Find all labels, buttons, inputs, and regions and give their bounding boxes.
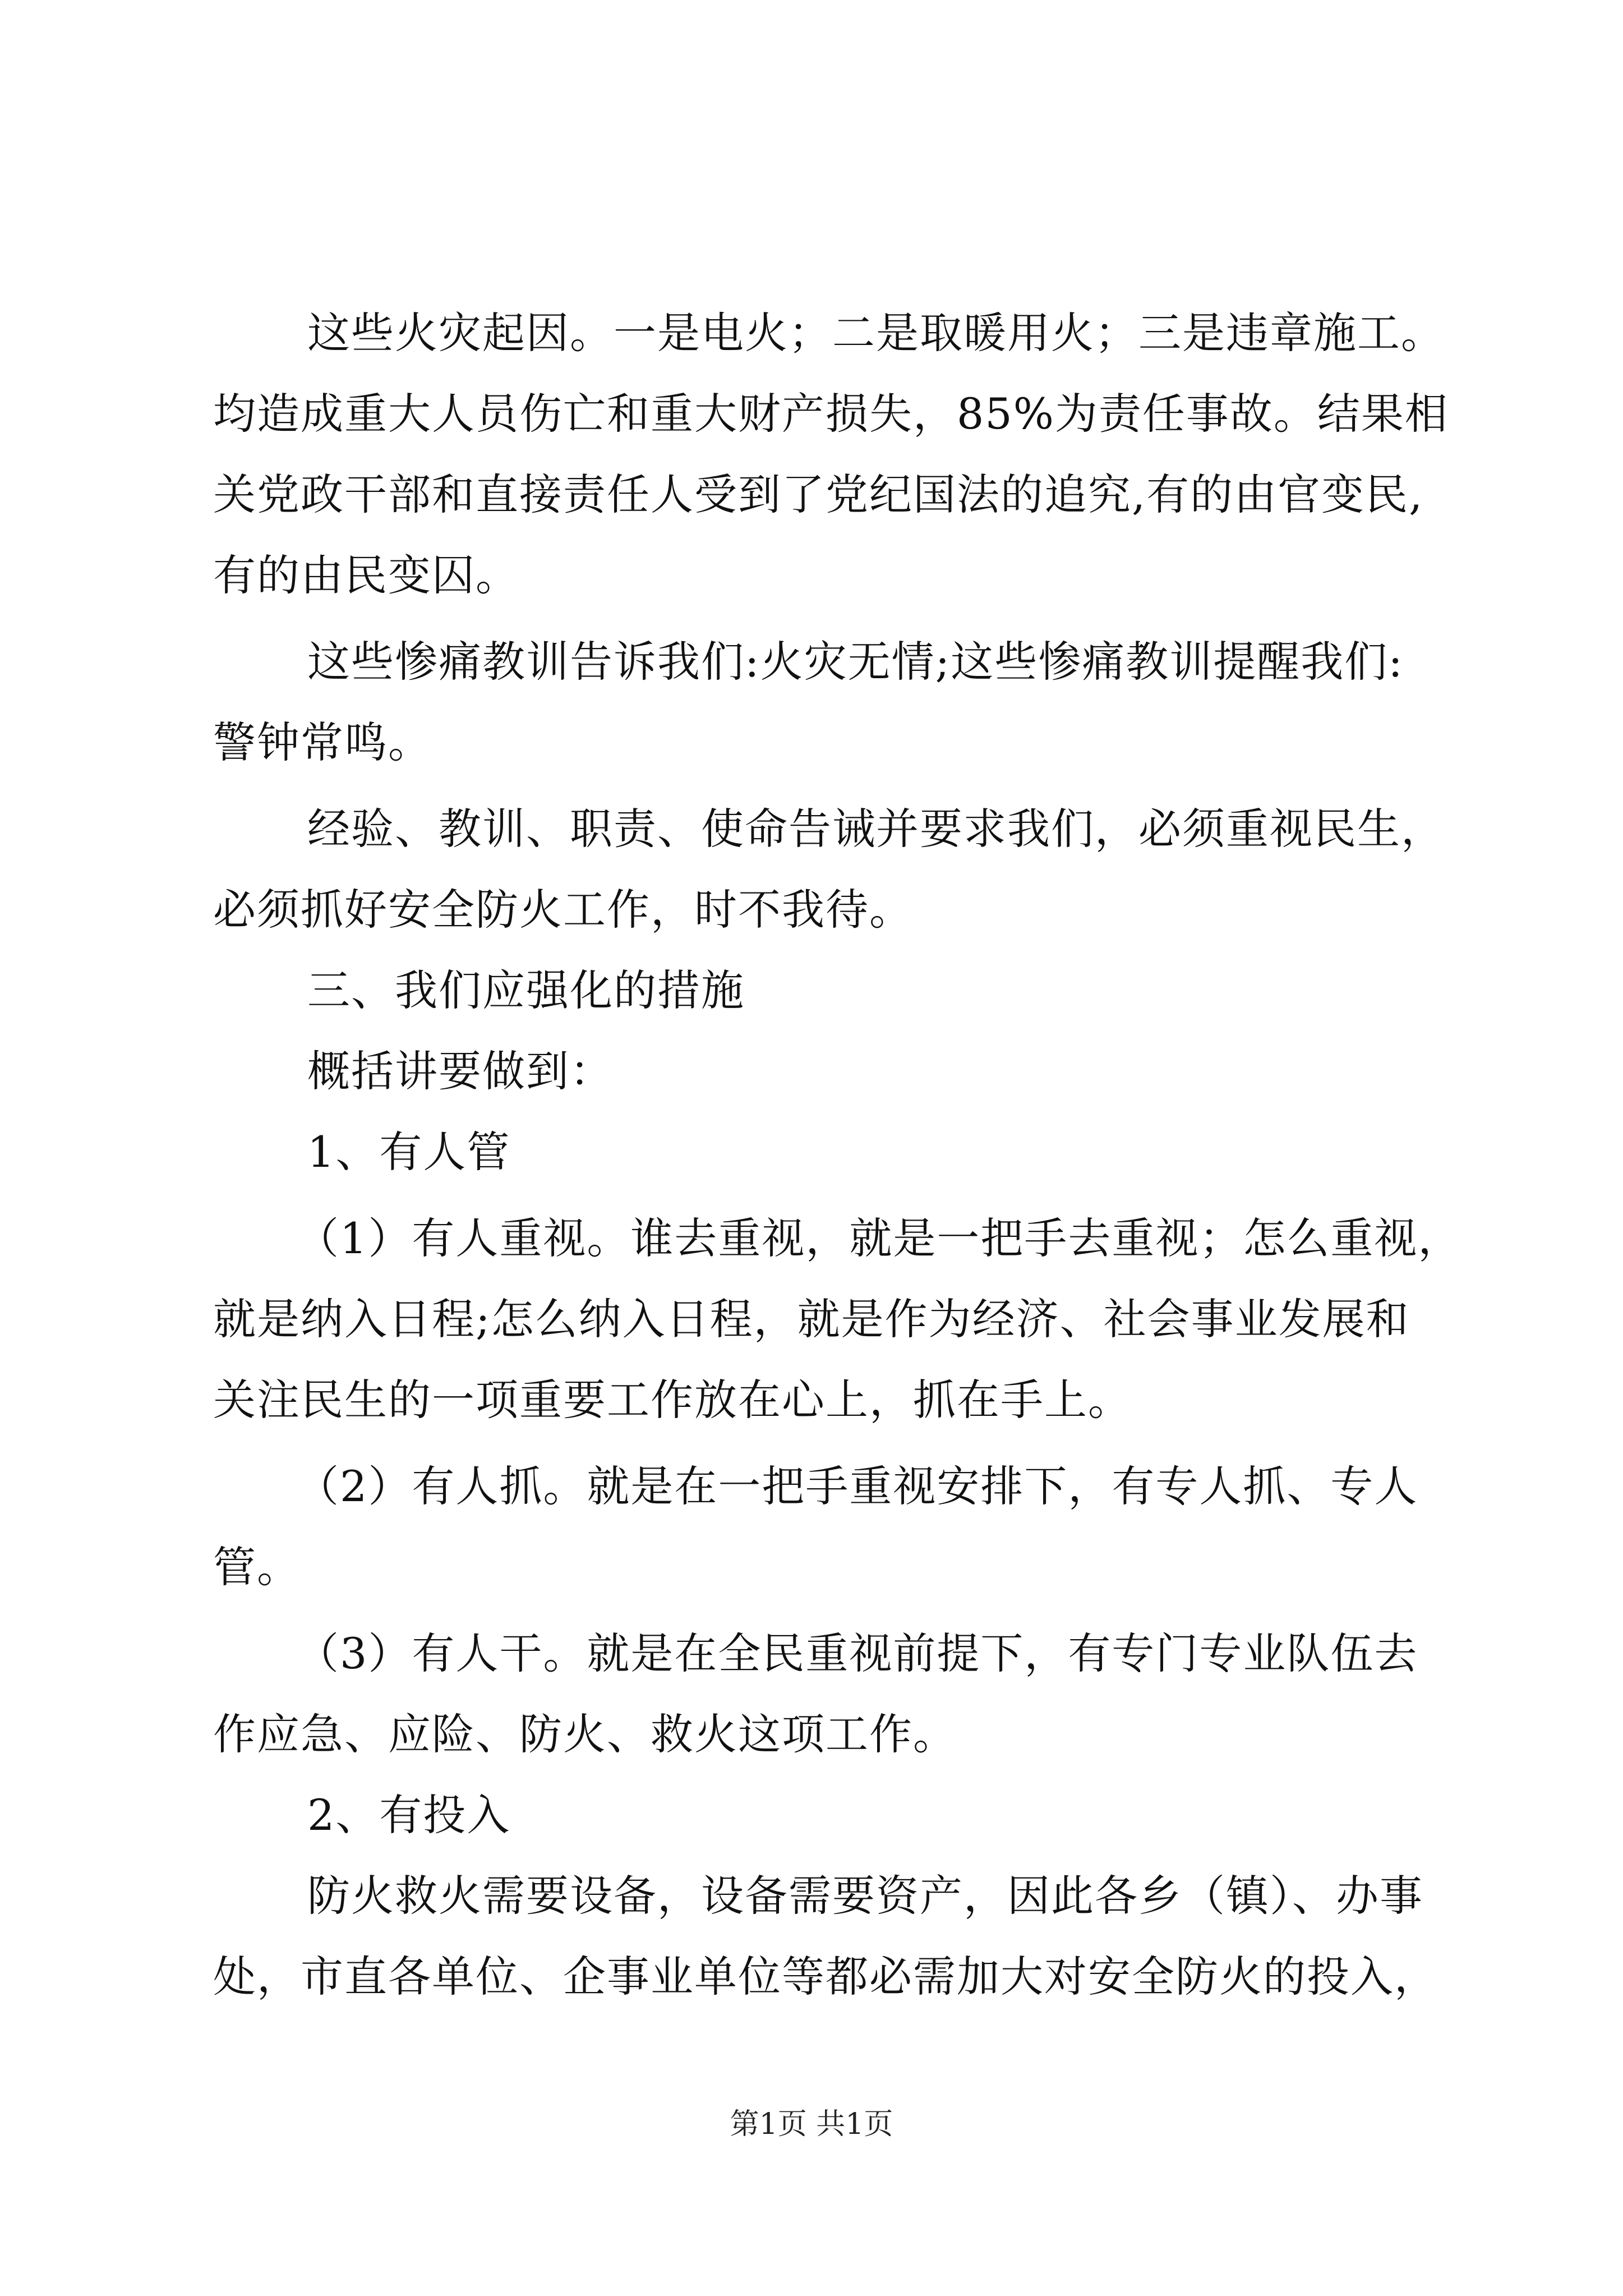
subsection-heading: 2、有投入 [307,1790,511,1840]
body-line: 关党政干部和直接责任人受到了党纪国法的追究,有的由官变民, [213,470,1424,519]
body-line: 关注民生的一项重要工作放在心上，抓在手上。 [213,1375,1132,1425]
section-heading: 三、我们应强化的措施 [307,965,745,1015]
body-line: 有的由民变囚。 [213,550,519,600]
body-line: （3）有人干。就是在全民重视前提下，有专门专业队伍去 [296,1628,1418,1678]
body-line: 必须抓好安全防火工作，时不我待。 [213,885,913,935]
body-line: 这些惨痛教训告诉我们:火灾无情;这些惨痛教训提醒我们: [307,637,1404,687]
body-line: 防火救火需要设备，设备需要资产，因此各乡（镇）、办事 [307,1871,1423,1921]
body-line: （2）有人抓。就是在一把手重视安排下，有专人抓、专人 [296,1461,1418,1511]
page-footer: 第1页 共1页 [730,2108,893,2141]
body-line: 经验、教训、职责、使命告诫并要求我们，必须重视民生， [307,804,1445,854]
body-line: 作应急、应险、防火、救火这项工作。 [213,1709,957,1759]
body-line: 就是纳入日程;怎么纳入日程，就是作为经济、社会事业发展和 [213,1294,1410,1344]
body-line: 概括讲要做到： [307,1046,614,1096]
body-line: 处，市直各单位、企事业单位等都必需加大对安全防火的投入， [213,1952,1438,2001]
subsection-heading: 1、有人管 [307,1127,511,1177]
body-line: 警钟常鸣。 [213,717,432,767]
body-line: 均造成重大人员伤亡和重大财产损失，85%为责任事故。结果相 [213,389,1449,439]
body-line: 管。 [213,1542,301,1592]
body-line: （1）有人重视。谁去重视，就是一把手去重视；怎么重视， [296,1213,1462,1263]
body-line: 这些火灾起因。一是电火；二是取暖用火；三是违章施工。 [307,308,1445,358]
